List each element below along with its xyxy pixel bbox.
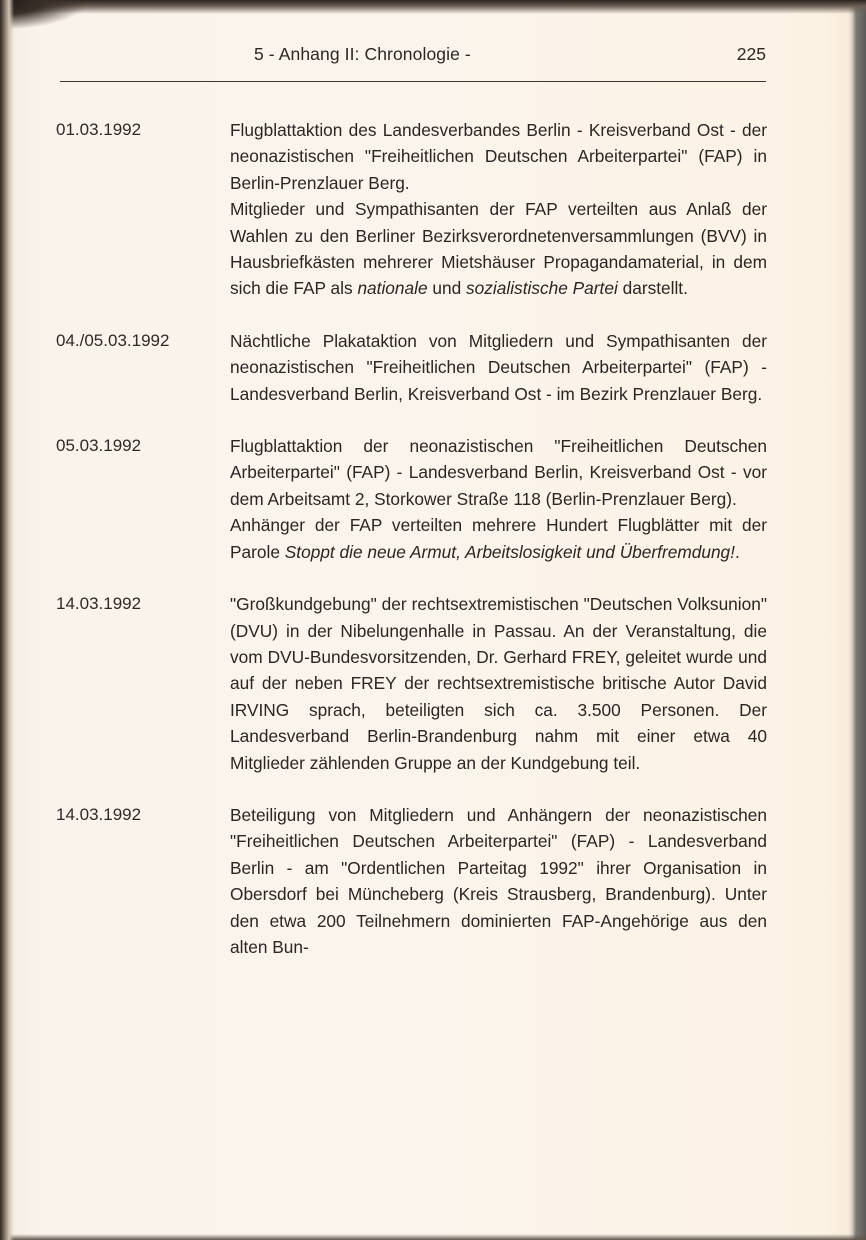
entry-text: [230, 802, 767, 960]
running-header: [60, 44, 766, 74]
chronology-entry: [56, 328, 768, 407]
text-run: Anhänger der FAP verteilten mehrere Hundert Flugblätter mit der Parole: [230, 515, 767, 562]
entry-paragraph: [230, 591, 767, 776]
chronology-entry: [56, 433, 768, 565]
entry-text: [230, 328, 767, 407]
text-run: .: [734, 541, 740, 562]
page-number: 225: [736, 44, 766, 64]
entry-text: [230, 591, 767, 776]
text-run: Flugblattaktion des Landesverbandes Berlin - Kreisverband Ost - der neonazistischen "Freiheitlichen Deutschen Arbeiterpartei" (FAP) in Berlin-Prenzlauer Berg.: [230, 120, 767, 193]
entry-date: 14.03.1992: [56, 804, 142, 824]
page-bottom-edge: [0, 1234, 866, 1240]
text-run: Mitglieder und Sympathisanten der FAP verteilten aus Anlaß der Wahlen zu den Berliner Bezirksverordnetenversammlungen (BVV) in Hausbriefkästen mehrerer Mietshäuser Propagandamaterial, in dem sich die FAP als: [230, 199, 767, 299]
chapter-title: 5 - Anhang II: Chronologie -: [254, 44, 471, 64]
entry-date: 14.03.1992: [56, 594, 142, 614]
chronology-entry: [56, 117, 768, 302]
chronology-entry: [56, 802, 768, 960]
italic-phrase: sozialistische Partei: [466, 278, 618, 299]
header-rule: [60, 81, 766, 82]
entry-date: 04./05.03.1992: [56, 330, 170, 350]
entry-date: 05.03.1992: [56, 436, 142, 456]
text-run: Flugblattaktion der neonazistischen "Freiheitlichen Deutschen Arbeiterpartei" (FAP) - Landesverband Berlin, Kreisverband Ost - vor dem Arbeitsamt 2, Storkower Straße 118 (Berlin-Prenzlauer Berg).: [230, 436, 767, 509]
italic-phrase: Stoppt die neue Armut, Arbeitslosigkeit und Überfremdung!: [284, 541, 735, 562]
text-run: darstellt.: [617, 278, 688, 299]
entry-paragraph: [230, 433, 767, 512]
chronology-entry: [56, 591, 768, 776]
entry-paragraph: [230, 802, 767, 960]
entry-text: [230, 433, 767, 565]
chronology-list: [56, 117, 768, 986]
entry-paragraph: [230, 328, 767, 407]
text-run: und: [427, 278, 467, 299]
entry-paragraph: [230, 196, 767, 302]
text-run: Nächtliche Plakataktion von Mitgliedern und Sympathisanten der neonazistischen "Freiheitlichen Deutschen Arbeiterpartei" (FAP) - Landesverband Berlin, Kreisverband Ost - im Bezirk Prenzlauer Berg.: [230, 330, 767, 404]
text-run: Beteiligung von Mitgliedern und Anhängern der neonazistischen "Freiheitlichen Deutschen Arbeiterpartei" (FAP) - Landesverband Berlin - am "Ordentlichen Parteitag 1992" ihrer Organisation in Obersdorf bei Müncheberg (Kreis Strausberg, Brandenburg). Unter den etwa 200 Teilnehmern dominierten FAP-Angehörige aus den alten Bun-: [230, 804, 767, 957]
entry-text: [230, 117, 767, 302]
text-run: "Großkundgebung" der rechtsextremistischen "Deutschen Volksunion" (DVU) in der Nibelungenhalle in Passau. An der Veranstaltung, die vom DVU-Bundesvorsitzenden, Dr. Gerhard FREY, geleitet wurde und auf der neben FREY der rechtsextremistische britische Autor David IRVING sprach, beteiligten sich ca. 3.500 Personen. Der Landesverband Berlin-Brandenburg nahm mit einer etwa 40 Mitglieder zählenden Gruppe an der Kundgebung teil.: [230, 594, 767, 773]
entry-date: 01.03.1992: [56, 120, 142, 139]
italic-phrase: nationale: [357, 278, 428, 299]
entry-paragraph: [230, 512, 767, 565]
entry-paragraph: [230, 117, 767, 196]
scan-corner-shadow: [0, 0, 90, 30]
